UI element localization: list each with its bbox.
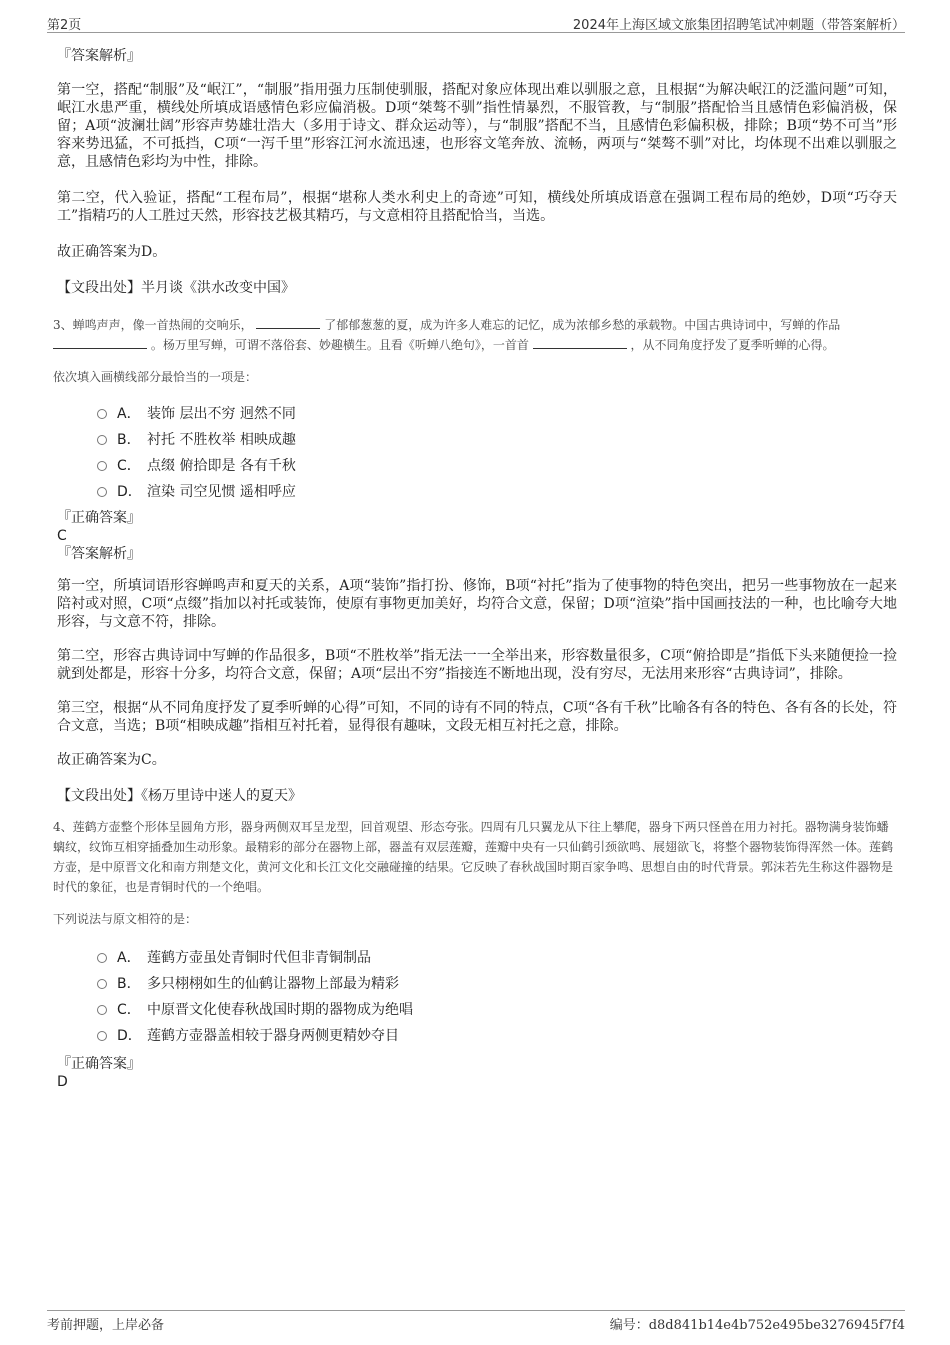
page-content [53, 47, 897, 1091]
question-prompt: 依次填入画横线部分最恰当的一项是： [53, 370, 258, 384]
footer-slogan: 考前押题，上岸必备 [47, 1318, 165, 1333]
radio-icon[interactable] [97, 979, 107, 989]
analysis-paragraph: 第一空，所填词语形容蝉鸣声和夏天的关系，A项“装饰”指打扮、修饰，B项“衬托”指为了使事物的特色突出，把另一些事物放在一起来陪衬或对照，C项“点缀”指加以衬托或装饰，使原有事物更加美好，均符合文意，保留；D项“渲染”指中国画技法的一种，也比喻夸大地形容，与文意不符，排除。 [57, 578, 897, 630]
radio-icon[interactable] [97, 1031, 107, 1041]
source-citation: 【文段出处】半月谈《洪水改变中国》 [57, 280, 295, 296]
fill-blank [256, 316, 320, 329]
radio-icon[interactable] [97, 461, 107, 471]
option-d[interactable]: D． 莲鹤方壶器盖相较于器身两侧更精妙夺目 [97, 1023, 897, 1049]
analysis-paragraph: 第二空，代入验证，搭配“工程布局”，根据“堪称人类水利史上的奇迹”可知，横线处所填成语意在强调工程布局的绝妙，D项“巧夺天工”指精巧的人工胜过天然，形容技艺极其精巧，与文意相符且搭配恰当，当选。 [57, 190, 897, 224]
document-title: 2024年上海区域文旅集团招聘笔试冲刺题（带答案解析） [572, 18, 905, 33]
option-list [57, 401, 897, 505]
header-divider [47, 32, 905, 33]
analysis-paragraph: 第三空，根据“从不同角度抒发了夏季听蝉的心得”可知，不同的诗有不同的特点，C项“各有千秋”比喻各有各的特色、各有各的长处，符合文意，当选；B项“相映成趣”指相互衬托着，显得很有趣味，文段无相互衬托之意，排除。 [57, 700, 897, 734]
option-d[interactable]: D． 渲染 司空见惯 遥相呼应 [97, 479, 897, 505]
radio-icon[interactable] [97, 435, 107, 445]
option-b[interactable]: B． 衬托 不胜枚举 相映成趣 [97, 427, 897, 453]
option-c[interactable]: C． 中原晋文化使春秋战国时期的器物成为绝唱 [97, 997, 897, 1023]
radio-icon[interactable] [97, 409, 107, 419]
question-prompt: 下列说法与原文相符的是： [53, 912, 198, 926]
radio-icon[interactable] [97, 487, 107, 497]
correct-answer-label: 『正确答案』 [57, 510, 141, 526]
document-id: 编号：d8d841b14e4b752e495be3276945f7f4 [609, 1318, 905, 1333]
fill-blank [53, 336, 147, 349]
option-a[interactable]: A． 装饰 层出不穷 迥然不同 [97, 401, 897, 427]
question-3-text: 3、蝉鸣声声，像一首热闹的交响乐， 了郁郁葱葱的夏，成为许多人难忘的记忆，成为浓郁乡愁的承载物。中国古典诗词中，写蝉的作品 。杨万里写蝉，可谓不落俗套、妙趣横生。且看《听蝉八绝句》，一首首 ，从不同角度抒发了夏季听蝉的心得。 [53, 318, 841, 352]
option-c[interactable]: C． 点缀 俯拾即是 各有千秋 [97, 453, 897, 479]
answer-conclusion: 故正确答案为C。 [57, 752, 166, 768]
page-header [0, 0, 950, 32]
correct-answer: D [57, 1074, 68, 1090]
page-number: 第2页 [47, 18, 82, 33]
correct-answer: C [57, 528, 67, 544]
analysis-label: 『答案解析』 [57, 48, 141, 64]
correct-answer-label: 『正确答案』 [57, 1056, 141, 1072]
option-a[interactable]: A． 莲鹤方壶虽处青铜时代但非青铜制品 [97, 945, 897, 971]
footer-divider [47, 1310, 905, 1311]
analysis-label: 『答案解析』 [57, 546, 141, 562]
option-b[interactable]: B． 多只栩栩如生的仙鹤让器物上部最为精彩 [97, 971, 897, 997]
answer-conclusion: 故正确答案为D。 [57, 244, 167, 260]
analysis-paragraph: 第二空，形容古典诗词中写蝉的作品很多，B项“不胜枚举”指无法一一全举出来，形容数量很多，C项“俯拾即是”指低下头来随便捡一捡就到处都是，形容十分多，均符合文意，保留；A项“层出不穷”指接连不断地出现，没有穷尽，无法用来形容“古典诗词”，排除。 [57, 648, 897, 682]
analysis-paragraph: 第一空，搭配“制服”及“岷江”，“制服”指用强力压制使驯服，搭配对象应体现出难以驯服之意，且根据“为解决岷江的泛滥问题”可知，岷江水患严重，横线处所填成语感情色彩应偏消极。D项“桀骜不驯”指性情暴烈，不服管教，与“制服”搭配恰当且感情色彩偏消极，保留；A项“波澜壮阔”形容声势雄壮浩大（多用于诗文、群众运动等），与“制服”搭配不当，且感情色彩偏积极，排除；B项“势不可当”形容来势迅猛，不可抵挡，C项“一泻千里”形容江河水流迅速，也形容文笔奔放、流畅，两项与“桀骜不驯”对比，均体现不出难以驯服之意，且感情色彩均为中性，排除。 [57, 82, 897, 170]
radio-icon[interactable] [97, 1005, 107, 1015]
option-list [57, 945, 897, 1049]
radio-icon[interactable] [97, 953, 107, 963]
fill-blank [533, 336, 627, 349]
source-citation: 【文段出处】《杨万里诗中迷人的夏天》 [57, 788, 302, 804]
question-4-text: 4、莲鹤方壶整个形体呈圆角方形，器身两侧双耳呈龙型，回首观望、形态夸张。四周有几只翼龙从下往上攀爬，器身下两只怪兽在用力衬托。器物满身装饰蟠螭纹，纹饰互相穿插叠加生动形象。最精彩的部分在器物上部，器盖有双层莲瓣，莲瓣中央有一只仙鹤引颈欲鸣、展翅欲飞，将整个器物装饰得浑然一体。莲鹤方壶，是中原晋文化和南方荆楚文化，黄河文化和长江文化交融碰撞的结果。它反映了春秋战国时期百家争鸣、思想自由的时代背景。郭沫若先生称这件器物是时代的象征，也是青铜时代的一个绝唱。 [53, 820, 894, 894]
